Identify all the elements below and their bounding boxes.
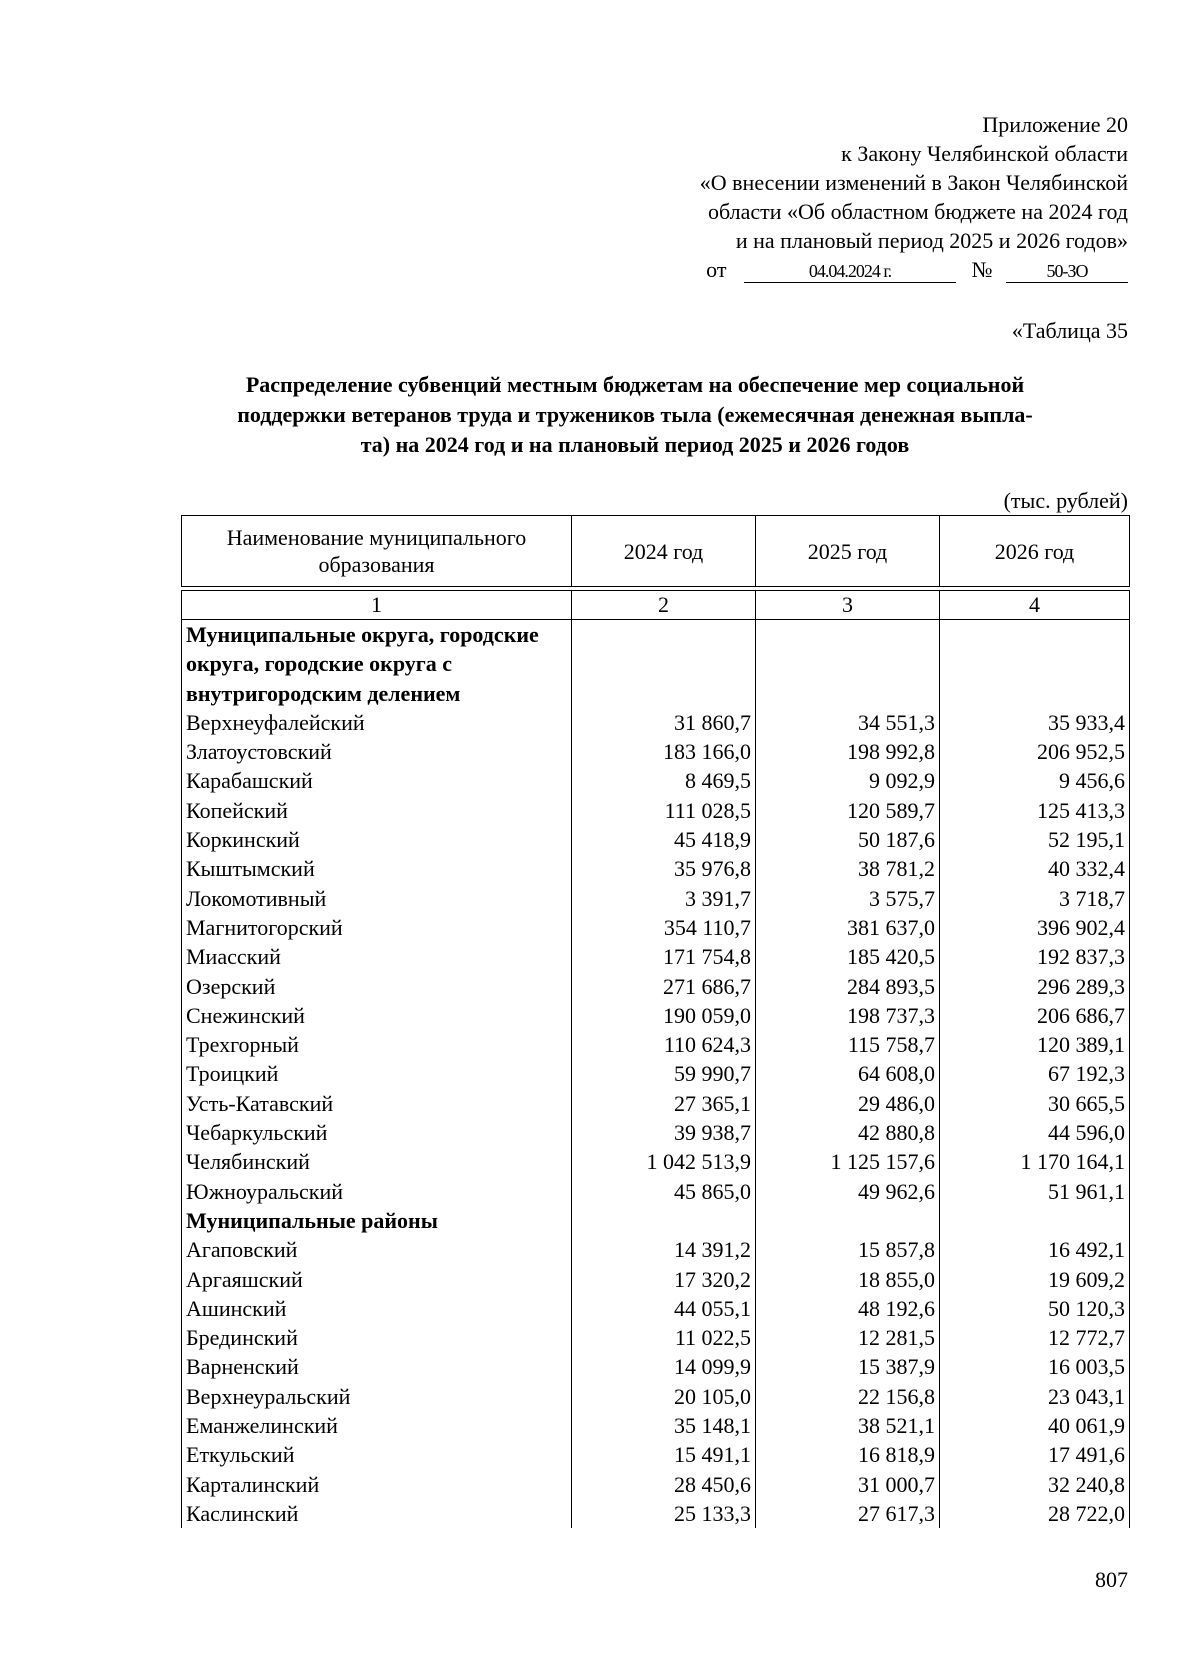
municipality-name: Карабашский [182, 766, 572, 795]
appendix-line: Приложение 20 [982, 112, 1128, 137]
municipality-name: Снежинский [182, 1001, 572, 1030]
value-2025: 115 758,7 [756, 1030, 940, 1059]
value-2025: 120 589,7 [756, 796, 940, 825]
value-2026: 30 665,5 [940, 1089, 1130, 1118]
value-2026: 125 413,3 [940, 796, 1130, 825]
value-2026: 32 240,8 [940, 1470, 1130, 1499]
value-2025: 284 893,5 [756, 972, 940, 1001]
table-body [182, 620, 1130, 1529]
column-number: 1 [182, 591, 572, 620]
municipality-name: Магнитогорский [182, 913, 572, 942]
table-row [182, 854, 1130, 883]
municipality-name: Верхнеуфалейский [182, 708, 572, 737]
value-2026: 28 722,0 [940, 1499, 1130, 1528]
value-2024: 190 059,0 [572, 1001, 756, 1030]
value-2024: 17 320,2 [572, 1265, 756, 1294]
value-2024: 1 042 513,9 [572, 1147, 756, 1176]
empty-cell [940, 620, 1130, 708]
column-number: 2 [572, 591, 756, 620]
value-2024: 354 110,7 [572, 913, 756, 942]
units-label: (тыс. рублей) [1003, 488, 1128, 513]
table-row [182, 1030, 1130, 1059]
value-2026: 16 492,1 [940, 1235, 1130, 1264]
municipality-name: Чебаркульский [182, 1118, 572, 1147]
value-2024: 11 022,5 [572, 1323, 756, 1352]
header-municipality: Наименование муниципального образования [182, 516, 572, 587]
table-row [182, 1089, 1130, 1118]
municipality-name: Карталинский [182, 1470, 572, 1499]
table-row [182, 1499, 1130, 1528]
table-header-row [182, 516, 1130, 587]
value-2025: 49 962,6 [756, 1177, 940, 1206]
municipality-name: Локомотивный [182, 884, 572, 913]
value-2026: 12 772,7 [940, 1323, 1130, 1352]
municipality-name: Ашинский [182, 1294, 572, 1323]
value-2025: 22 156,8 [756, 1382, 940, 1411]
value-2026: 19 609,2 [940, 1265, 1130, 1294]
municipality-name: Верхнеуральский [182, 1382, 572, 1411]
table-row [182, 1177, 1130, 1206]
value-2026: 206 686,7 [940, 1001, 1130, 1030]
table-row [182, 1059, 1130, 1088]
value-2026: 120 389,1 [940, 1030, 1130, 1059]
value-2024: 111 028,5 [572, 796, 756, 825]
value-2024: 171 754,8 [572, 942, 756, 971]
municipality-name: Коркинский [182, 825, 572, 854]
table-row [182, 1440, 1130, 1469]
value-2026: 396 902,4 [940, 913, 1130, 942]
value-2025: 185 420,5 [756, 942, 940, 971]
value-2025: 50 187,6 [756, 825, 940, 854]
municipality-name: Варненский [182, 1352, 572, 1381]
empty-cell [572, 1206, 756, 1235]
value-2024: 8 469,5 [572, 766, 756, 795]
value-2025: 34 551,3 [756, 708, 940, 737]
appendix-header [568, 110, 1128, 284]
value-2024: 45 418,9 [572, 825, 756, 854]
empty-cell [940, 1206, 1130, 1235]
municipality-name: Каслинский [182, 1499, 572, 1528]
value-2026: 50 120,3 [940, 1294, 1130, 1323]
municipality-name: Челябинский [182, 1147, 572, 1176]
value-2024: 44 055,1 [572, 1294, 756, 1323]
table-row [182, 766, 1130, 795]
value-2024: 25 133,3 [572, 1499, 756, 1528]
value-2026: 40 332,4 [940, 854, 1130, 883]
value-2024: 20 105,0 [572, 1382, 756, 1411]
value-2026: 17 491,6 [940, 1440, 1130, 1469]
from-label: от [706, 257, 727, 282]
value-2025: 198 992,8 [756, 737, 940, 766]
table-row [182, 825, 1130, 854]
municipality-name: Троицкий [182, 1059, 572, 1088]
table-row [182, 708, 1130, 737]
value-2024: 35 976,8 [572, 854, 756, 883]
number-label: № [971, 257, 993, 282]
empty-cell [572, 620, 756, 708]
header-2025: 2025 год [756, 516, 940, 587]
value-2024: 15 491,1 [572, 1440, 756, 1469]
table-row [182, 1001, 1130, 1030]
municipality-name: Южноуральский [182, 1177, 572, 1206]
empty-cell [756, 1206, 940, 1235]
page-number: 807 [1095, 1567, 1128, 1592]
value-2026: 9 456,6 [940, 766, 1130, 795]
value-2024: 271 686,7 [572, 972, 756, 1001]
table-row [182, 1352, 1130, 1381]
value-2025: 381 637,0 [756, 913, 940, 942]
table-row [182, 1411, 1130, 1440]
table-row [182, 1294, 1130, 1323]
municipality-name: Аргаяшский [182, 1265, 572, 1294]
title-line: поддержки ветеранов труда и тружеников тыла (ежемесячная денежная выпла- [237, 402, 1033, 427]
law-number: 50-ЗО [1006, 260, 1128, 283]
table-row [182, 913, 1130, 942]
value-2025: 38 521,1 [756, 1411, 940, 1440]
value-2025: 64 608,0 [756, 1059, 940, 1088]
value-2024: 27 365,1 [572, 1089, 756, 1118]
section-title: Муниципальные районы [182, 1206, 572, 1235]
table-row [182, 1470, 1130, 1499]
value-2025: 27 617,3 [756, 1499, 940, 1528]
value-2024: 28 450,6 [572, 1470, 756, 1499]
section-header-row [182, 620, 1130, 708]
title-line: Распределение субвенций местным бюджетам на обеспечение мер социальной [245, 372, 1025, 397]
empty-cell [756, 620, 940, 708]
table-row [182, 796, 1130, 825]
municipality-name: Копейский [182, 796, 572, 825]
value-2025: 12 281,5 [756, 1323, 940, 1352]
table-row [182, 1235, 1130, 1264]
value-2026: 3 718,7 [940, 884, 1130, 913]
table-row [182, 942, 1130, 971]
value-2024: 31 860,7 [572, 708, 756, 737]
value-2025: 29 486,0 [756, 1089, 940, 1118]
municipality-name: Кыштымский [182, 854, 572, 883]
table-row [182, 1147, 1130, 1176]
column-number: 4 [940, 591, 1130, 620]
value-2026: 40 061,9 [940, 1411, 1130, 1440]
value-2026: 206 952,5 [940, 737, 1130, 766]
value-2024: 3 391,7 [572, 884, 756, 913]
section-title: Муниципальные округа, городские округа, городские округа с внутригородским делением [182, 620, 572, 708]
appendix-line: «О внесении изменений в Закон Челябинской [699, 170, 1128, 195]
section-header-row [182, 1206, 1130, 1235]
value-2025: 38 781,2 [756, 854, 940, 883]
value-2025: 1 125 157,6 [756, 1147, 940, 1176]
column-number-row [182, 591, 1130, 620]
table-label: «Таблица 35 [1011, 318, 1128, 343]
value-2024: 14 391,2 [572, 1235, 756, 1264]
municipality-name: Еткульский [182, 1440, 572, 1469]
municipality-name: Усть-Катавский [182, 1089, 572, 1118]
law-signature-line [568, 255, 1128, 284]
municipality-name: Трехгорный [182, 1030, 572, 1059]
municipality-name: Агаповский [182, 1235, 572, 1264]
value-2024: 110 624,3 [572, 1030, 756, 1059]
table-row [182, 1265, 1130, 1294]
law-date: 04.04.2024 г. [744, 260, 956, 283]
municipality-name: Брединский [182, 1323, 572, 1352]
column-number: 3 [756, 591, 940, 620]
table-row [182, 884, 1130, 913]
value-2024: 59 990,7 [572, 1059, 756, 1088]
municipality-name: Еманжелинский [182, 1411, 572, 1440]
value-2026: 51 961,1 [940, 1177, 1130, 1206]
value-2024: 45 865,0 [572, 1177, 756, 1206]
municipality-name: Озерский [182, 972, 572, 1001]
appendix-line: области «Об областном бюджете на 2024 год [708, 199, 1128, 224]
municipality-name: Миасский [182, 942, 572, 971]
appendix-line: к Закону Челябинской области [841, 141, 1128, 166]
value-2026: 192 837,3 [940, 942, 1130, 971]
value-2024: 183 166,0 [572, 737, 756, 766]
title-line: та) на 2024 год и на плановый период 2025 и 2026 годов [360, 432, 910, 457]
value-2026: 16 003,5 [940, 1352, 1130, 1381]
table-row [182, 1382, 1130, 1411]
value-2025: 15 857,8 [756, 1235, 940, 1264]
value-2026: 67 192,3 [940, 1059, 1130, 1088]
municipality-name: Златоустовский [182, 737, 572, 766]
value-2026: 44 596,0 [940, 1118, 1130, 1147]
document-title [180, 370, 1090, 460]
value-2026: 296 289,3 [940, 972, 1130, 1001]
table-row [182, 1118, 1130, 1147]
value-2026: 1 170 164,1 [940, 1147, 1130, 1176]
value-2025: 9 092,9 [756, 766, 940, 795]
table-row [182, 972, 1130, 1001]
value-2026: 35 933,4 [940, 708, 1130, 737]
value-2025: 42 880,8 [756, 1118, 940, 1147]
value-2026: 23 043,1 [940, 1382, 1130, 1411]
value-2025: 31 000,7 [756, 1470, 940, 1499]
value-2025: 48 192,6 [756, 1294, 940, 1323]
header-2024: 2024 год [572, 516, 756, 587]
value-2025: 18 855,0 [756, 1265, 940, 1294]
value-2025: 198 737,3 [756, 1001, 940, 1030]
header-2026: 2026 год [940, 516, 1130, 587]
value-2025: 15 387,9 [756, 1352, 940, 1381]
table-row [182, 1323, 1130, 1352]
table-row [182, 737, 1130, 766]
subvention-table [181, 515, 1130, 1528]
value-2025: 16 818,9 [756, 1440, 940, 1469]
value-2026: 52 195,1 [940, 825, 1130, 854]
value-2024: 39 938,7 [572, 1118, 756, 1147]
appendix-line: и на плановый период 2025 и 2026 годов» [735, 228, 1128, 253]
value-2024: 14 099,9 [572, 1352, 756, 1381]
value-2025: 3 575,7 [756, 884, 940, 913]
value-2024: 35 148,1 [572, 1411, 756, 1440]
